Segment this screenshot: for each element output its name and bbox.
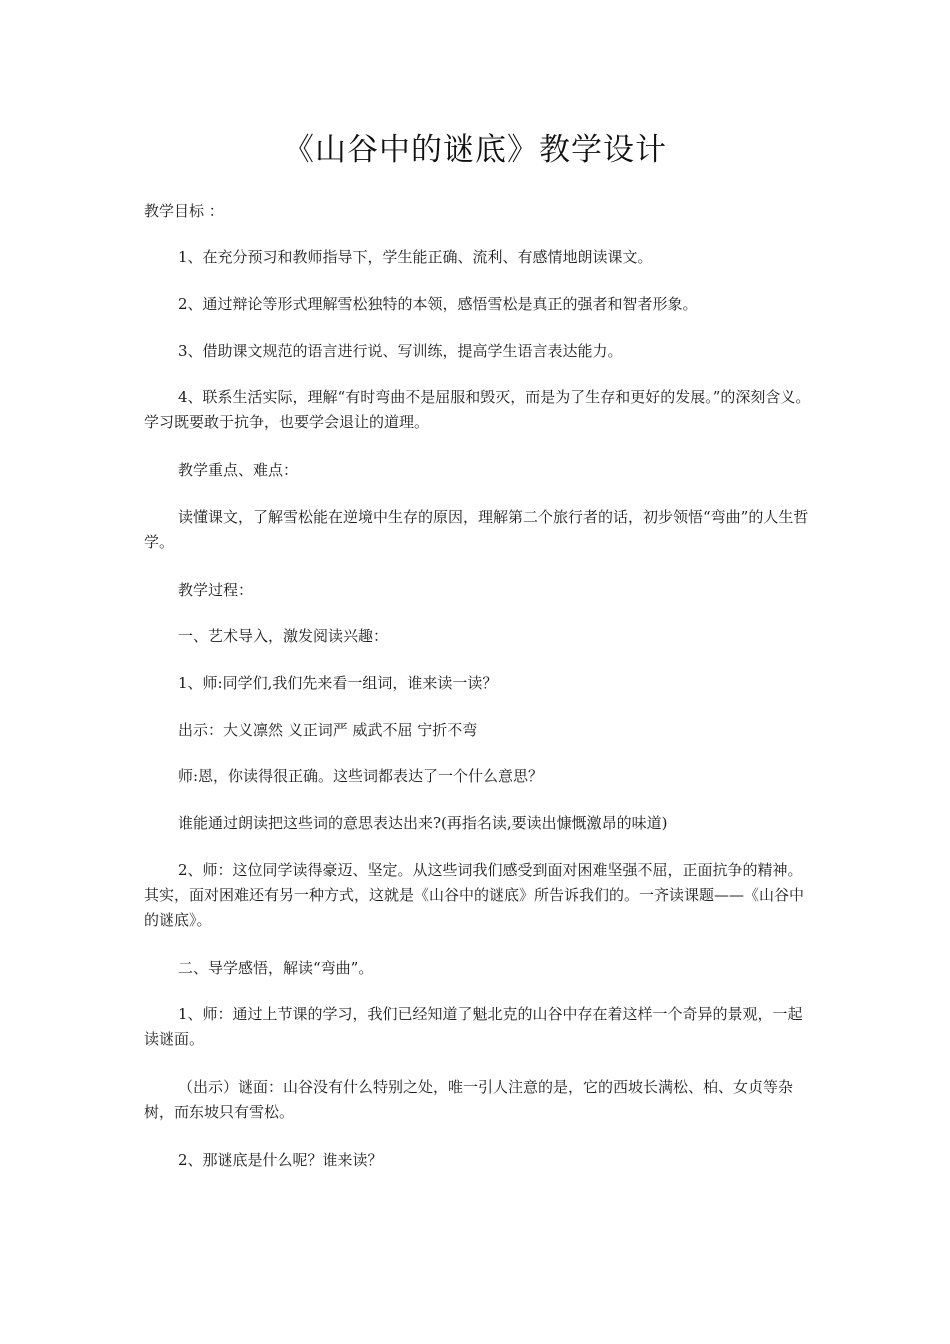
paragraph-section-2-step-1: 1、师：通过上节课的学习，我们已经知道了魁北克的山谷中存在着这样一个奇异的景观，一起读谜面。: [144, 1005, 803, 1048]
paragraph-section-2-heading: 二、导学感悟，解读“弯曲”。: [178, 959, 374, 977]
paragraph-read-aloud: 谁能通过朗读把这些词的意思表达出来?(再指名读,要读出慷慨激昂的味道): [178, 814, 668, 832]
paragraph-display-words: 出示：大义凛然 义正词严 威武不屈 宁折不弯: [178, 721, 478, 739]
paragraph-objective-2: 2、通过辩论等形式理解雪松独特的本领，感悟雪松是真正的强者和智者形象。: [178, 295, 698, 313]
document-title: 《山谷中的谜底》教学设计: [283, 132, 667, 168]
paragraph-objective-4: 4、联系生活实际，理解“有时弯曲不是屈服和毁灭，而是为了生存和更好的发展。”的深刻含义。学习既要敢于抗争，也要学会退让的道理。: [144, 388, 811, 431]
paragraph-key-points: 读懂课文，了解雪松能在逆境中生存的原因，理解第二个旅行者的话，初步领悟“弯曲”的人生哲学。: [144, 508, 809, 551]
paragraph-riddle: （出示）谜面：山谷没有什么特别之处，唯一引人注意的是，它的西坡长满松、柏、女贞等杂树，而东坡只有雪松。: [144, 1078, 794, 1121]
paragraph-section-2-step-2: 2、那谜底是什么呢？谁来读？: [178, 1151, 383, 1169]
paragraph-objective-1: 1、在充分预习和教师指导下，学生能正确、流利、有感情地朗读课文。: [178, 248, 653, 266]
paragraph-objectives-heading: 教学目标 ：: [144, 202, 224, 220]
paragraph-process-heading: 教学过程：: [178, 581, 254, 599]
paragraph-objective-3: 3、借助课文规范的语言进行说、写训练，提高学生语言表达能力。: [178, 342, 623, 360]
paragraph-section-1-heading: 一、艺术导入，激发阅读兴趣：: [178, 627, 389, 645]
paragraph-step-1: 1、师:同学们,我们先来看一组词，谁来读一读？: [178, 674, 498, 692]
paragraph-teacher-remark: 师:恩，你读得很正确。这些词都表达了一个什么意思？: [178, 767, 544, 785]
paragraph-step-2: 2、师：这位同学读得豪迈、坚定。从这些词我们感受到面对困难坚强不屈，正面抗争的精神。其实，面对困难还有另一种方式，这就是《山谷中的谜底》所告诉我们的。一齐读课题——《山谷中的谜底》。: [144, 861, 805, 929]
paragraph-key-points-heading: 教学重点、难点：: [178, 461, 299, 479]
